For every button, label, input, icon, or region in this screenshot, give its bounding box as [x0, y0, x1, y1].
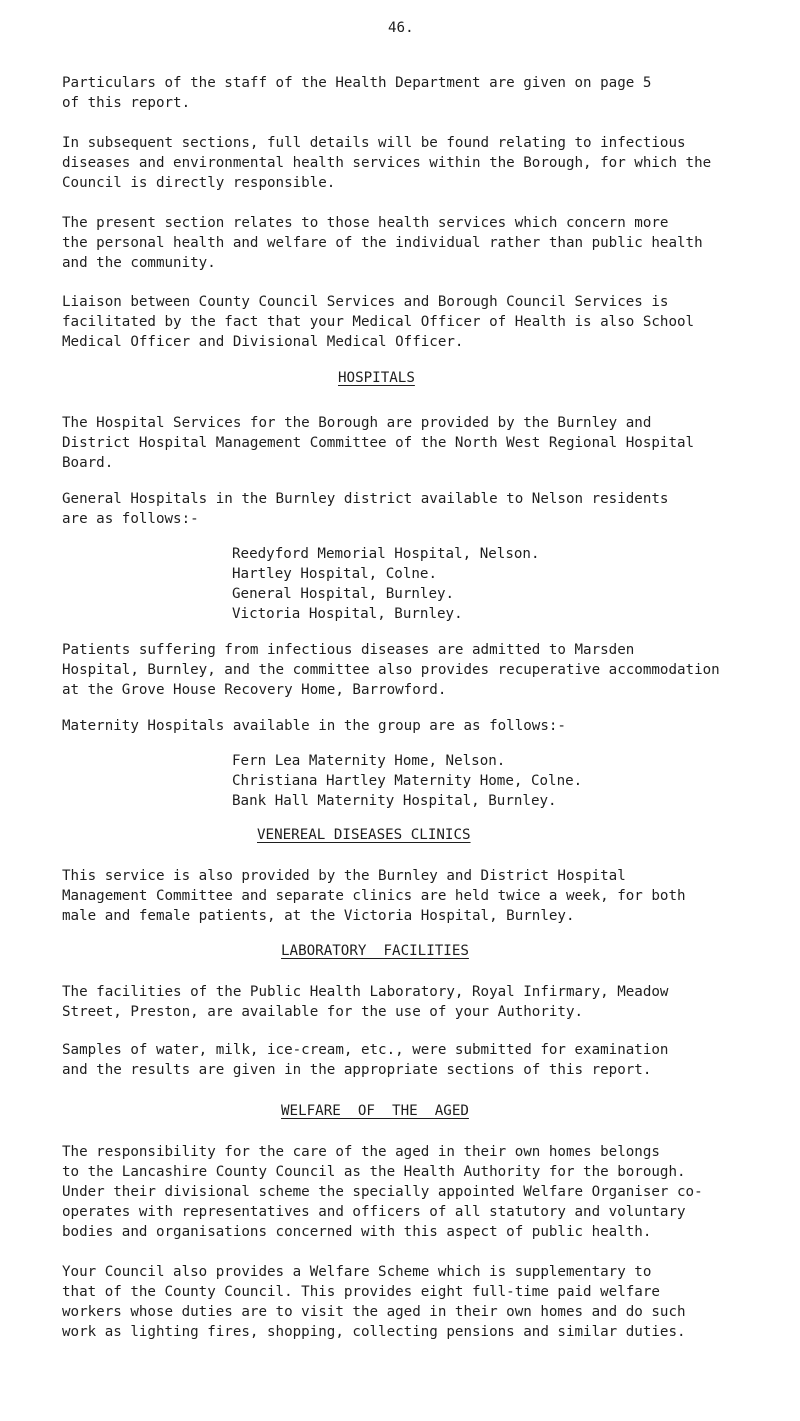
general-hospitals-list — [232, 544, 540, 624]
text-line: work as lighting fires, shopping, collecting pensions and similar duties. — [62, 1324, 686, 1340]
text-line: Management Committee and separate clinics are held twice a week, for both — [62, 888, 686, 904]
text-line: facilitated by the fact that your Medical Officer of Health is also School — [62, 314, 695, 330]
welfare-paragraph-scheme — [62, 1262, 786, 1342]
list-item: Fern Lea Maternity Home, Nelson. — [232, 753, 506, 769]
text-line: bodies and organisations concerned with this aspect of public health. — [62, 1224, 652, 1240]
text-line: This service is also provided by the Burnley and District Hospital — [62, 868, 626, 884]
intro-paragraph-personal-health — [62, 213, 786, 273]
list-item: Hartley Hospital, Colne. — [232, 566, 437, 582]
text-line: The responsibility for the care of the aged in their own homes belongs — [62, 1144, 660, 1160]
text-line: Under their divisional scheme the specially appointed Welfare Organiser co- — [62, 1184, 703, 1200]
text-line: Hospital, Burnley, and the committee also provides recuperative accommodation — [62, 662, 720, 678]
text-line: Particulars of the staff of the Health Department are given on page 5 — [62, 75, 652, 91]
text-line: Board. — [62, 455, 114, 471]
text-line: The Hospital Services for the Borough are provided by the Burnley and — [62, 415, 652, 431]
text-line: Samples of water, milk, ice-cream, etc., were submitted for examination — [62, 1042, 669, 1058]
text-line: to the Lancashire County Council as the Health Authority for the borough. — [62, 1164, 686, 1180]
welfare-paragraph-responsibility — [62, 1142, 786, 1242]
text-line: and the results are given in the appropriate sections of this report. — [62, 1062, 652, 1078]
text-line: that of the County Council. This provides eight full-time paid welfare — [62, 1284, 660, 1300]
list-item: Victoria Hospital, Burnley. — [232, 606, 463, 622]
text-line: operates with representatives and officers of all statutory and voluntary — [62, 1204, 686, 1220]
hospitals-paragraph-general — [62, 489, 786, 529]
text-line: workers whose duties are to visit the aged in their own homes and do such — [62, 1304, 686, 1320]
list-item: Bank Hall Maternity Hospital, Burnley. — [232, 793, 557, 809]
list-item: Christiana Hartley Maternity Home, Colne. — [232, 773, 583, 789]
maternity-hospitals-list — [232, 751, 582, 811]
page-number: 46. — [388, 20, 414, 36]
text-line: The present section relates to those health services which concern more — [62, 215, 669, 231]
text-line: Patients suffering from infectious diseases are admitted to Marsden — [62, 642, 635, 658]
text-line: the personal health and welfare of the individual rather than public health — [62, 235, 703, 251]
hospitals-paragraph-services — [62, 413, 786, 473]
text-line: and the community. — [62, 255, 216, 271]
text-line: Medical Officer and Divisional Medical Officer. — [62, 334, 464, 350]
hospitals-paragraph-maternity — [62, 716, 786, 736]
text-line: male and female patients, at the Victoria Hospital, Burnley. — [62, 908, 575, 924]
text-line: are as follows:- — [62, 511, 199, 527]
venereal-paragraph — [62, 866, 786, 926]
text-line: Council is directly responsible. — [62, 175, 336, 191]
section-heading-hospitals: HOSPITALS — [338, 370, 415, 386]
list-item: Reedyford Memorial Hospital, Nelson. — [232, 546, 540, 562]
text-line: at the Grove House Recovery Home, Barrowford. — [62, 682, 447, 698]
intro-paragraph-staff — [62, 73, 786, 113]
text-line: General Hospitals in the Burnley district available to Nelson residents — [62, 491, 669, 507]
text-line: District Hospital Management Committee of the North West Regional Hospital — [62, 435, 695, 451]
laboratory-paragraph-samples — [62, 1040, 786, 1080]
text-line: In subsequent sections, full details will be found relating to infectious — [62, 135, 686, 151]
intro-paragraph-sections — [62, 133, 786, 193]
text-line: Street, Preston, are available for the use of your Authority. — [62, 1004, 584, 1020]
section-heading-venereal: VENEREAL DISEASES CLINICS — [257, 827, 471, 843]
text-line: Maternity Hospitals available in the group are as follows:- — [62, 718, 566, 734]
text-line: diseases and environmental health services within the Borough, for which the — [62, 155, 712, 171]
text-line: of this report. — [62, 95, 191, 111]
text-line: Your Council also provides a Welfare Scheme which is supplementary to — [62, 1264, 652, 1280]
section-heading-laboratory: LABORATORY FACILITIES — [281, 943, 469, 959]
laboratory-paragraph-facilities — [62, 982, 786, 1022]
section-heading-welfare: WELFARE OF THE AGED — [281, 1103, 469, 1119]
hospitals-paragraph-infectious — [62, 640, 786, 700]
intro-paragraph-liaison — [62, 292, 786, 352]
list-item: General Hospital, Burnley. — [232, 586, 455, 602]
text-line: The facilities of the Public Health Laboratory, Royal Infirmary, Meadow — [62, 984, 669, 1000]
text-line: Liaison between County Council Services and Borough Council Services is — [62, 294, 669, 310]
